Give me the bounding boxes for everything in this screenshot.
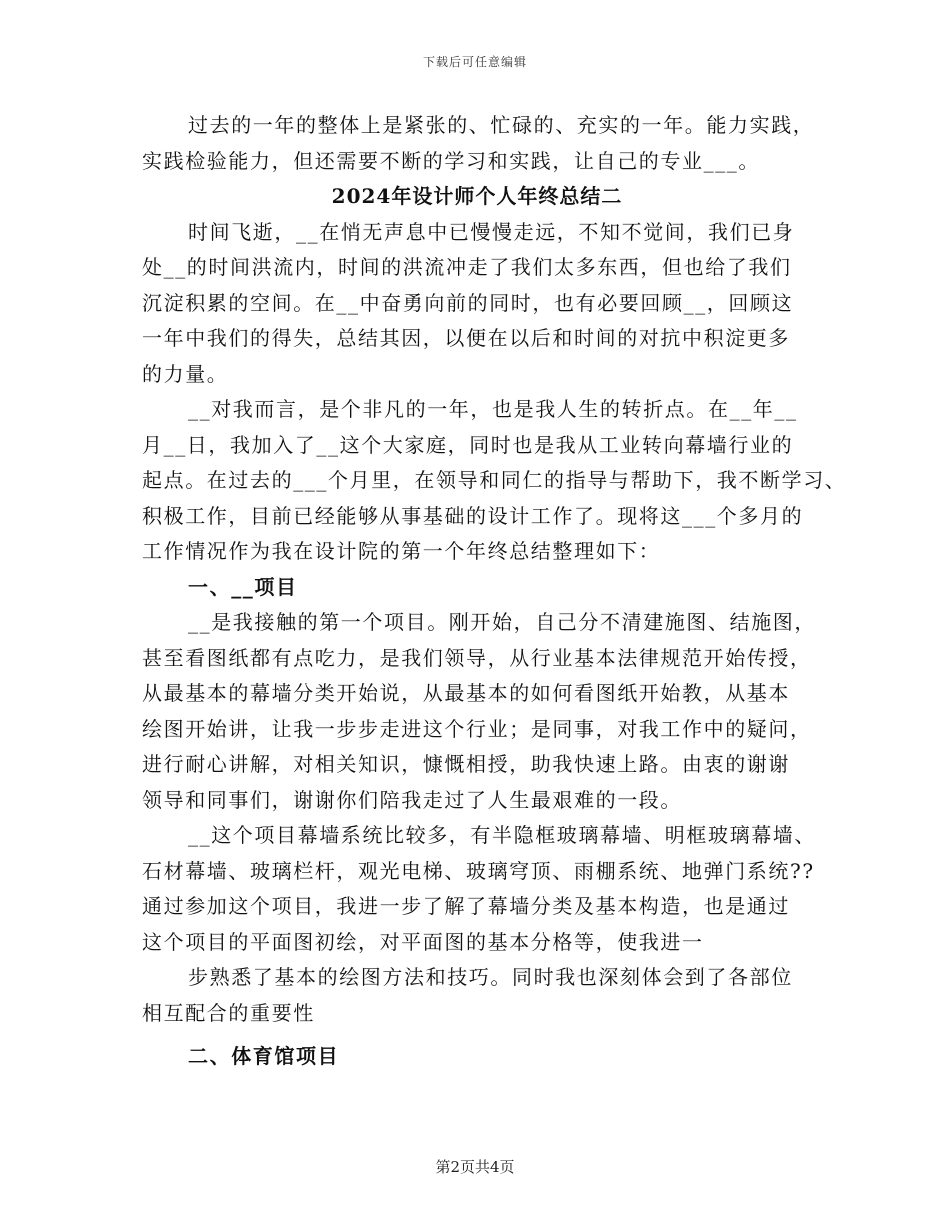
paragraph-line: 绘图开始讲，让我一步步走进这个行业；是同事，对我工作中的疑问，: [142, 716, 812, 741]
paragraph-line: 时间飞逝，__在悄无声息中已慢慢走远，不知不觉间，我们已身: [188, 219, 795, 244]
paragraph-line: __是我接触的第一个项目。刚开始，自己分不清建施图、结施图，: [188, 610, 816, 634]
paragraph-line: 从最基本的幕墙分类开始说，从最基本的如何看图纸开始教，从基本: [142, 681, 790, 705]
paragraph-line: 工作情况作为我在设计院的第一个年终总结整理如下：: [142, 539, 661, 563]
page-header: 下载后可任意编辑: [422, 55, 527, 69]
paragraph-line: 的力量。: [142, 361, 229, 386]
paragraph-line: 步熟悉了基本的绘图方法和技巧。同时我也深刻体会到了各部位: [188, 965, 793, 989]
paragraph-line: 实践检验能力，但还需要不断的学习和实践，让自己的专业___。: [142, 148, 760, 173]
paragraph-line: 处__的时间洪流内，时间的洪流冲走了我们太多东西，但也给了我们: [142, 255, 792, 279]
paragraph-line: 积极工作，目前已经能够从事基础的设计工作了。现将这___个多月的: [142, 503, 804, 528]
section-heading: 一、__项目: [188, 574, 298, 599]
paragraph-line: 起点。在过去的___个月里，在领导和同仁的指导与帮助下，我不断学习、: [142, 468, 847, 492]
paragraph-line: 领导和同事们，谢谢你们陪我走过了人生最艰难的一段。: [142, 787, 682, 812]
paragraph-line: 月__日，我加入了__这个大家庭，同时也是我从工业转向幕墙行业的: [142, 432, 794, 457]
paragraph-line: 进行耐心讲解，对相关知识，慷慨相授，助我快速上路。由衷的谢谢: [142, 752, 790, 776]
paragraph-line: 通过参加这个项目，我进一步了解了幕墙分类及基本构造，也是通过: [142, 894, 790, 918]
section-heading: 二、体育馆项目: [188, 1044, 340, 1068]
paragraph-line: 相互配合的重要性: [142, 1000, 315, 1025]
paragraph-line: 一年中我们的得失，总结其因，以便在以后和时间的对抗中积淀更多: [142, 326, 790, 350]
page-footer: 第2页共4页: [435, 1158, 515, 1176]
section-title: 2024年设计师个人年终总结二: [331, 184, 623, 208]
paragraph-line: __这个项目幕墙系统比较多，有半隐框玻璃幕墙、明框玻璃幕墙、: [188, 823, 816, 847]
paragraph-line: 沉淀积累的空间。在__中奋勇向前的同时，也有必要回顾__，回顾这: [142, 290, 794, 315]
paragraph-line: __对我而言，是个非凡的一年，也是我人生的转折点。在__年__: [188, 397, 798, 421]
paragraph-line: 过去的一年的整体上是紧张的、忙碌的、充实的一年。能力实践，: [188, 113, 815, 137]
paragraph-line: 甚至看图纸都有点吃力，是我们领导，从行业基本法律规范开始传授，: [142, 645, 812, 670]
paragraph-line: 这个项目的平面图初绘，对平面图的基本分格等，使我进一: [142, 929, 704, 954]
paragraph-line: 石材幕墙、玻璃栏杆，观光电梯、玻璃穹顶、雨棚系统、地弹门系统??: [142, 858, 815, 883]
document-body: [142, 108, 847, 1075]
